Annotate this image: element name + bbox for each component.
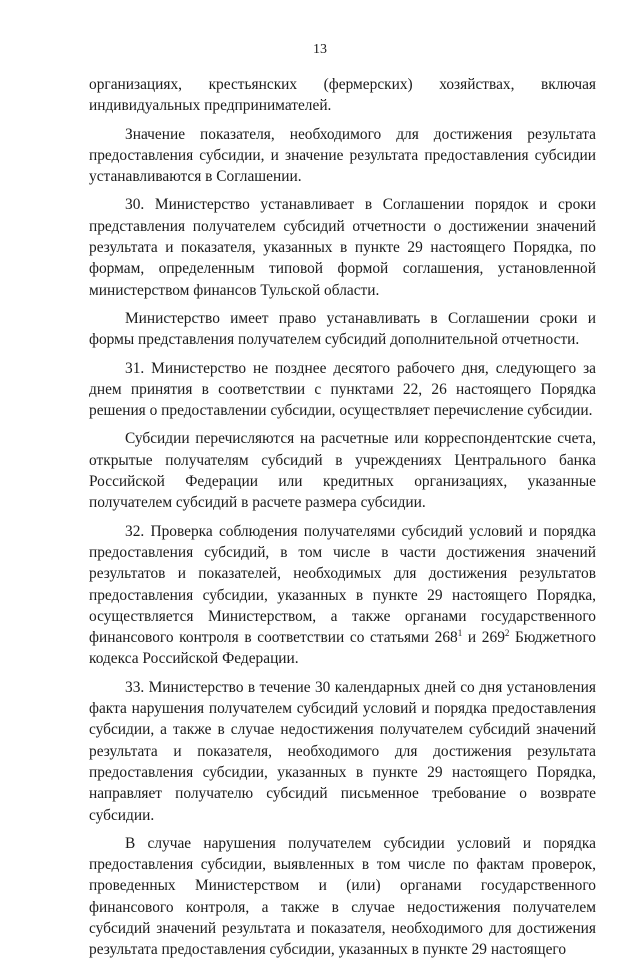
paragraph-additional-reporting: Министерство имеет право устанавливать в Соглашении сроки и формы представления получателем субсидий дополнительной отчетности. [89,309,596,349]
item-32-text-middle: и 269 [462,629,505,647]
document-body [89,74,596,968]
paragraph-indicator-value: Значение показателя, необходимого для достижения результата предоставления субсидии, и значение результата предоставления субсидии устанавливаются в Соглашении. [89,125,596,186]
paragraph-item-32 [89,521,596,670]
item-32-text-before: 32. Проверка соблюдения получателями субсидий условий и порядка предоставления субсидий, в том числе в части достижения значений результатов и показателей, необходимых для достижения результатов предоставления субсидии, указанных в пункте 29 настоящего Порядка, осуществляется Министерством, а также органами государственного финансового контроля в соответствии со статьями 268 [89,522,596,647]
page-number: 13 [313,42,327,57]
paragraph-accounts: Субсидии перечисляются на расчетные или корреспондентские счета, открытые получателям субсидий в учреждениях Центрального банка Российской Федерации или кредитных организациях, указанные получателем субсидий в расчете размера субсидии. [89,430,596,512]
paragraph-continuation: организациях, крестьянских (фермерских) хозяйствах, включая индивидуальных предпринимателей. [89,76,596,115]
paragraph-item-31: 31. Министерство не позднее десятого рабочего дня, следующего за днем принятия в соответствии с пунктами 22, 26 настоящего Порядка решения о предоставлении субсидии, осуществляет перечисление субсидии. [89,359,596,420]
superscript-2: 2 [504,628,510,639]
paragraph-violation-case: В случае нарушения получателем субсидии условий и порядка предоставления субсидии, выявленных в том числе по фактам проверок, проведенных Министерством и (или) органами государственного финансового контроля, а также в случае недостижения получателем субсидий значений результата и показателя, необходимого для достижения результата предоставления субсидии, указанных в пункте 29 настоящего [89,834,596,959]
paragraph-item-33: 33. Министерство в течение 30 календарных дней со дня установления факта нарушения получателем субсидий условий и порядка предоставления субсидии, а также в случае недостижения получателем субсидий значений результата и показателя, необходимого для достижения результата предоставления субсидии, указанных в пункте 29 настоящего Порядка, направляет получателю субсидий письменное требование о возврате субсидии. [89,678,596,824]
superscript-1: 1 [457,628,463,639]
paragraph-item-30: 30. Министерство устанавливает в Соглашении порядок и сроки представления получателем субсидий отчетности о достижении значений результата и показателя, указанных в пункте 29 настоящего Порядка, по формам, определенным типовой формой соглашения, установленной министерством финансов Тульской области. [89,196,596,299]
item-32-text-after: Бюджетного кодекса Российской Федерации. [89,629,596,668]
